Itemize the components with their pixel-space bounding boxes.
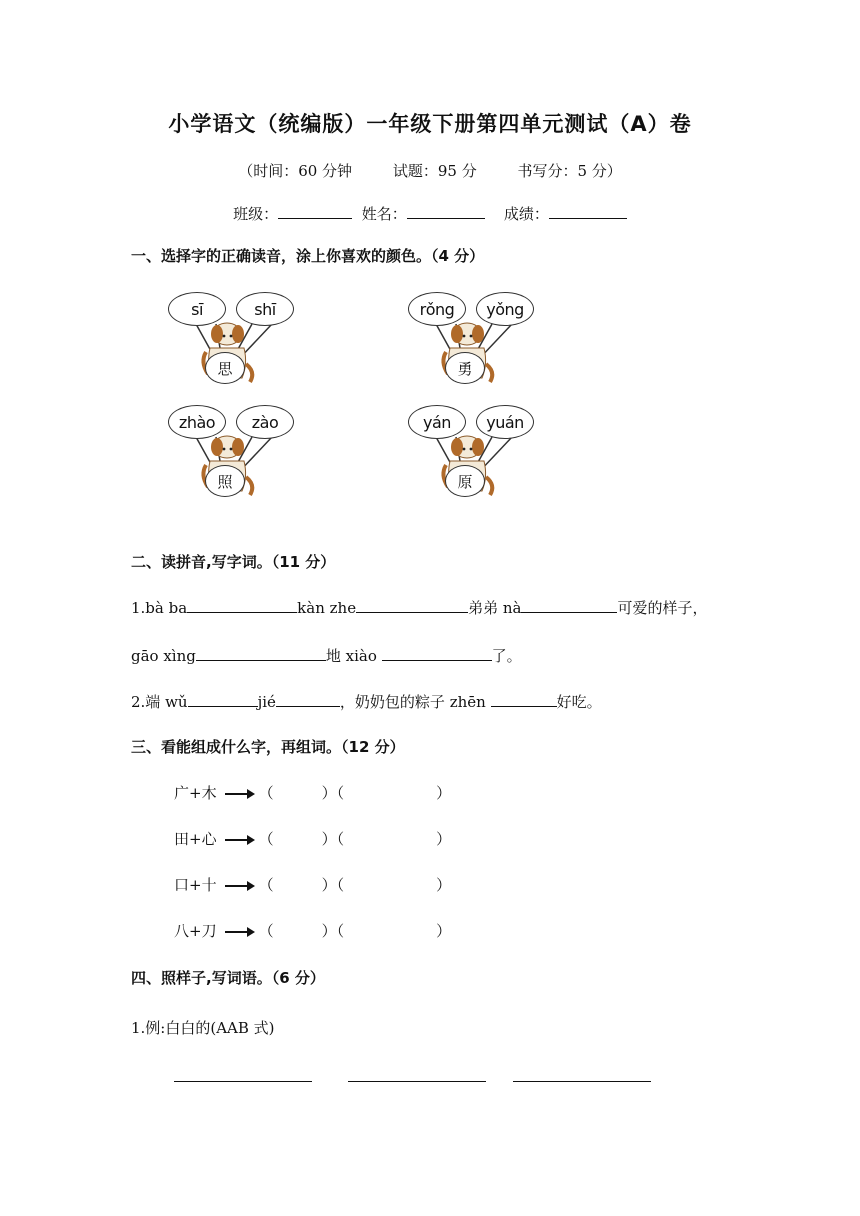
- paren-close: ）: [436, 784, 452, 802]
- paren-open: （: [258, 922, 274, 940]
- example-line: 1.例:白白的(AAB 式): [131, 1019, 275, 1037]
- character-combo-row: [174, 782, 451, 803]
- page-title: 小学语文（统编版）一年级下册第四单元测试（A）卷: [168, 112, 692, 136]
- answer-blank[interactable]: [276, 692, 340, 707]
- pinyin-line-1: [131, 597, 707, 618]
- answer-blank[interactable]: [356, 598, 468, 613]
- pinyin-line-3: [131, 691, 602, 712]
- paren-close: ）: [436, 876, 452, 894]
- arrow-icon: [225, 931, 253, 933]
- answer-blank[interactable]: [491, 692, 557, 707]
- student-info: [0, 203, 860, 224]
- character-combo-row: [174, 874, 451, 895]
- paren-open: （: [258, 876, 274, 894]
- section1-heading: 一、选择字的正确读音，涂上你喜欢的颜色。（4 分）: [131, 247, 485, 265]
- name-label: 姓名：: [361, 205, 407, 223]
- pinyin-line-2: [131, 645, 522, 666]
- pinyin-option-bubble[interactable]: sī: [168, 292, 226, 326]
- pinyin-option-bubble[interactable]: yuán: [476, 405, 534, 439]
- pinyin-text: 1.bà ba: [131, 599, 188, 617]
- paren-open: （: [258, 830, 274, 848]
- reading-choice-picture: [166, 290, 296, 400]
- character-combo-row: [174, 920, 451, 941]
- pinyin-option-bubble[interactable]: shī: [236, 292, 294, 326]
- class-blank[interactable]: [278, 204, 352, 219]
- answer-blank[interactable]: [196, 646, 326, 661]
- answer-line[interactable]: [513, 1080, 651, 1082]
- pinyin-option-bubble[interactable]: rǒng: [408, 292, 466, 326]
- component-parts: 八+刀: [174, 922, 217, 940]
- answer-blank[interactable]: [521, 598, 617, 613]
- arrow-icon: [225, 839, 253, 841]
- character-ball: 原: [445, 465, 485, 497]
- section4-heading: 四、照样子,写词语。（6 分）: [131, 969, 325, 987]
- reading-choice-picture: [166, 403, 296, 513]
- reading-choice-picture: [406, 290, 536, 400]
- score-info: 试题：95 分: [392, 162, 477, 180]
- grade-blank[interactable]: [549, 204, 627, 219]
- paren-open: （: [258, 784, 274, 802]
- pinyin-text: 好吃。: [556, 693, 602, 711]
- section2-heading: 二、读拼音,写字词。（11 分）: [131, 553, 336, 571]
- pinyin-text: 了。: [491, 647, 522, 665]
- paren-close: ）: [436, 922, 452, 940]
- paren-mid: ）（: [321, 876, 345, 894]
- pinyin-text: 弟弟 nà: [468, 599, 522, 617]
- pinyin-option-bubble[interactable]: zhào: [168, 405, 226, 439]
- pinyin-text: 2.端 wǔ: [131, 693, 188, 711]
- grade-label: 成绩：: [503, 205, 549, 223]
- exam-info: [0, 160, 860, 181]
- arrow-icon: [225, 793, 253, 795]
- pinyin-text: ，奶奶包的粽子 zhēn: [339, 693, 486, 711]
- answer-blank[interactable]: [188, 692, 258, 707]
- pinyin-option-bubble[interactable]: zào: [236, 405, 294, 439]
- component-parts: 田+心: [174, 830, 217, 848]
- character-ball: 思: [205, 352, 245, 384]
- paren-mid: ）（: [321, 922, 345, 940]
- pinyin-text: gāo xìng: [131, 647, 196, 665]
- paren-mid: ）（: [321, 830, 345, 848]
- answer-line[interactable]: [348, 1080, 486, 1082]
- component-parts: 口+十: [174, 876, 217, 894]
- answer-blank[interactable]: [382, 646, 492, 661]
- paren-mid: ）（: [321, 784, 345, 802]
- pinyin-option-bubble[interactable]: yán: [408, 405, 466, 439]
- character-ball: 勇: [445, 352, 485, 384]
- character-ball: 照: [205, 465, 245, 497]
- paren-close: ）: [436, 830, 452, 848]
- component-parts: 广+木: [174, 784, 217, 802]
- pinyin-text: jié: [257, 693, 276, 711]
- class-label: 班级：: [233, 205, 279, 223]
- character-combo-row: [174, 828, 451, 849]
- writing-score-info: 书写分：5 分）: [517, 162, 622, 180]
- pinyin-text: 可爱的样子，: [617, 599, 708, 617]
- reading-choice-picture: [406, 403, 536, 513]
- pinyin-text: 地 xiào: [325, 647, 377, 665]
- pinyin-option-bubble[interactable]: yǒng: [476, 292, 534, 326]
- pinyin-text: kàn zhe: [297, 599, 357, 617]
- answer-line[interactable]: [174, 1080, 312, 1082]
- time-info: （时间：60 分钟: [238, 162, 353, 180]
- section3-heading: 三、看能组成什么字，再组词。（12 分）: [131, 738, 405, 756]
- name-blank[interactable]: [407, 204, 485, 219]
- arrow-icon: [225, 885, 253, 887]
- answer-blank[interactable]: [187, 598, 297, 613]
